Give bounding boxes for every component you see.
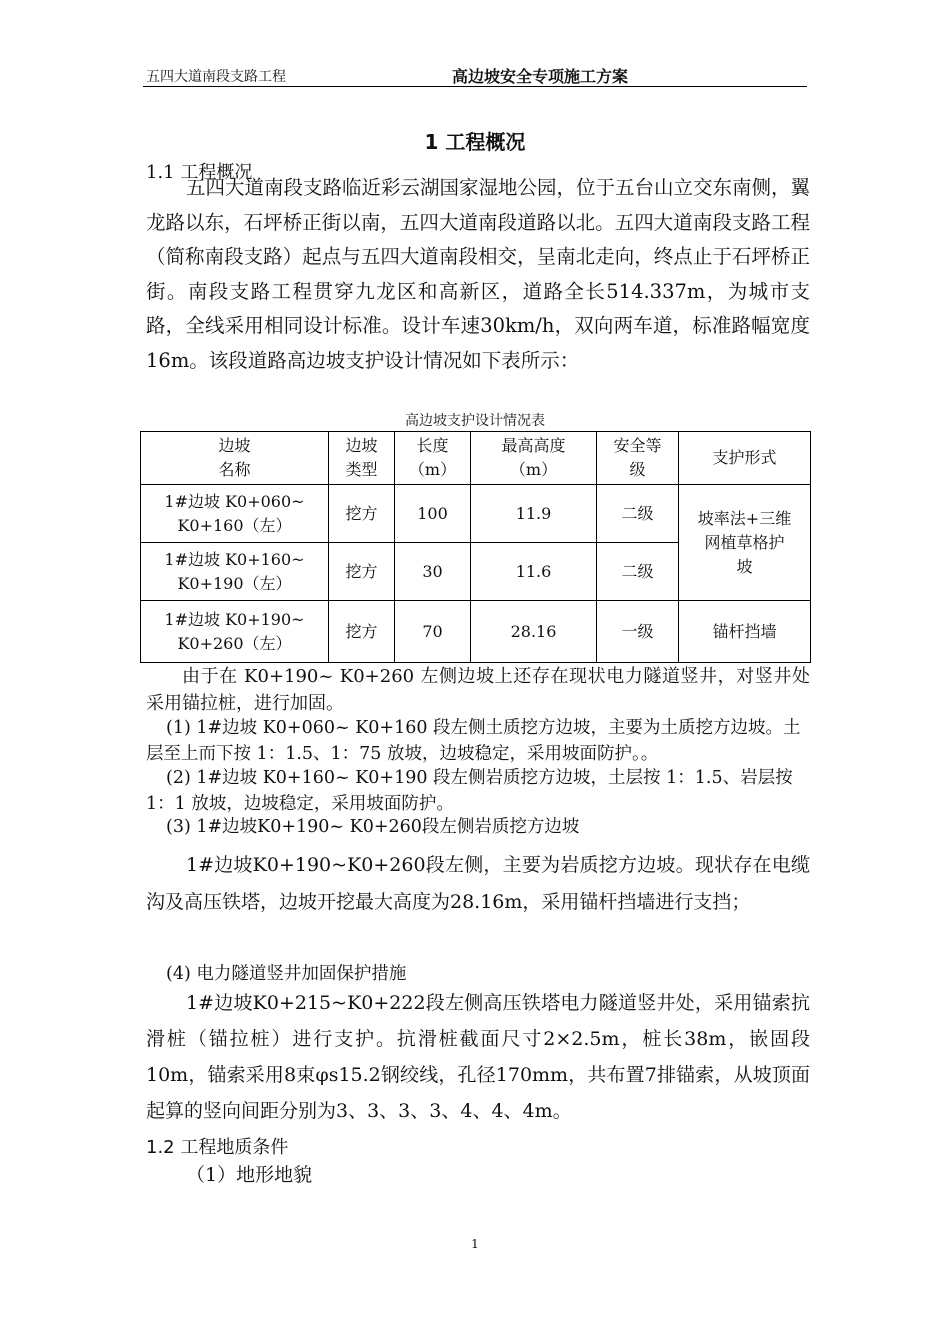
table-cell: 28.16 [471,601,597,663]
table-cell: 二级 [597,485,679,543]
item-3-paragraph: 1#边坡K0+190~K0+260段左侧，主要为岩质挖方边坡。现状存在电缆沟及高压铁塔，边坡开挖最大高度为28.16m，采用锚杆挡墙进行支挡； [146,854,810,913]
table-cell: 70 [395,601,471,663]
header-project-name: 五四大道南段支路工程 [146,69,286,85]
table-row [141,601,811,663]
item-3-heading: (3) 1#边坡K0+190~ K0+260段左侧岩质挖方边坡 [166,817,580,837]
table-cell: 一级 [597,601,679,663]
table-cell: 挖方 [329,485,395,543]
item-1: (1) 1#边坡 K0+060~ K0+160 段左侧土质挖方边坡，主要为土质挖方边坡。土层至上而下按 1：1.5、1：75 放坡，边坡稳定，采用坡面防护。。 [146,718,801,764]
table-cell: 锚杆挡墙 [679,601,811,663]
page-number: 1 [471,1237,479,1251]
slope-support-table [140,431,811,663]
table-cell: 11.9 [471,485,597,543]
header-cell: 长度 （m） [395,432,471,485]
after-table-paragraph: 由于在 K0+190~ K0+260 左侧边坡上还存在现状电力隧道竖井，对竖井处采用锚拉桩，进行加固。 [146,666,810,714]
header-divider [143,86,807,87]
section-heading-1-2: 1.2 工程地质条件 [146,1137,289,1158]
table-cell: 挖方 [329,543,395,601]
table-cell: 挖方 [329,601,395,663]
table-header-row [141,432,811,485]
table-cell: 1#边坡 K0+060~ K0+160（左） [141,485,329,543]
table-row [141,485,811,543]
table-caption: 高边坡支护设计情况表 [405,413,545,429]
header-document-title: 高边坡安全专项施工方案 [452,67,629,86]
item-4-paragraph: 1#边坡K0+215~K0+222段左侧高压铁塔电力隧道竖井处，采用锚索抗滑桩（锚拉桩）进行支护。抗滑桩截面尺寸2×2.5m，桩长38m，嵌固段10m，锚索采用8束φs15.2钢绞线，孔径170mm，共布置7排锚索，从坡顶面起算的竖向间距分别为3、3、3、3、4、4、4m。 [146,992,810,1122]
table-cell: 二级 [597,543,679,601]
header-cell: 边坡 名称 [141,432,329,485]
section-heading-1-1: 1.1 工程概况 [146,162,253,183]
merged-support-cell: 坡率法+三维 网植草格护 坡 [679,485,811,601]
header-cell: 最高高度 （m） [471,432,597,485]
table-cell: 1#边坡 K0+160~ K0+190（左） [141,543,329,601]
table-cell: 100 [395,485,471,543]
subsection-terrain: （1）地形地貌 [186,1164,313,1186]
table-cell: 1#边坡 K0+190~ K0+260（左） [141,601,329,663]
overview-paragraph: 五四大道南段支路临近彩云湖国家湿地公园，位于五台山立交东南侧，翼龙路以东，石坪桥正街以南，五四大道南段道路以北。五四大道南段支路工程（简称南段支路）起点与五四大道南段相交，呈南北走向，终点止于石坪桥正街。南段支路工程贯穿九龙区和高新区，道路全长514.337m，为城市支路，全线采用相同设计标准。设计车速30km/h，双向两车道，标准路幅宽度16m。该段道路高边坡支护设计情况如下表所示： [146,176,811,372]
header-cell: 支护形式 [679,432,811,485]
header-cell: 边坡 类型 [329,432,395,485]
item-2: (2) 1#边坡 K0+160~ K0+190 段左侧岩质挖方边坡，土层按 1：1.5、岩层按 1：1 放坡，边坡稳定，采用坡面防护。 [146,768,793,814]
table-cell: 30 [395,543,471,601]
table-cell: 11.6 [471,543,597,601]
item-4-heading: (4) 电力隧道竖井加固保护措施 [166,964,407,984]
chapter-title: 1 工程概况 [424,130,526,154]
header-cell: 安全等 级 [597,432,679,485]
